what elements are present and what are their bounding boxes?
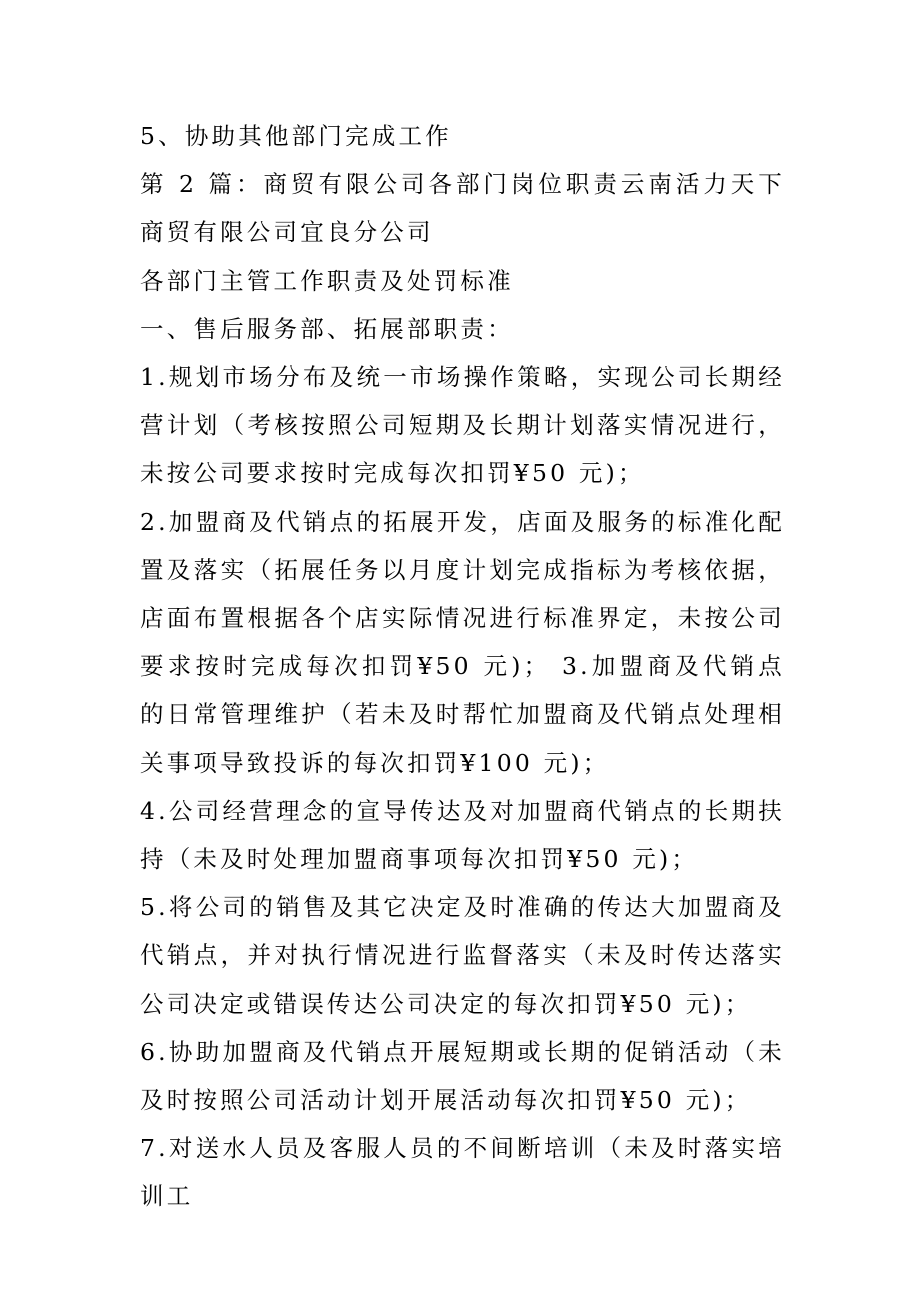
paragraph-duty-5: 5.将公司的销售及其它决定及时准确的传达大加盟商及代销点，并对执行情况进行监督落实（未及时传达落实公司决定或错误传达公司决定的每次扣罚¥50 元)； [140,893,785,1018]
paragraph-section-heading: 各部门主管工作职责及处罚标准 [140,266,514,295]
paragraph-duty-1: 1.规划市场分布及统一市场操作策略，实现公司长期经营计划（考核按照公司短期及长期计划落实情况进行，未按公司要求按时完成每次扣罚¥50 元)； [140,363,785,488]
paragraph-duty-6: 6.协助加盟商及代销点开展短期或长期的促销活动（未及时按照公司活动计划开展活动每次扣罚¥50 元)； [140,1037,785,1115]
paragraph-department-heading: 一、售后服务部、拓展部职责： [140,314,514,343]
paragraph-duty-7: 7.对送水人员及客服人员的不间断培训（未及时落实培训工 [140,1134,785,1211]
paragraph-duty-2-3: 2.加盟商及代销点的拓展开发，店面及服务的标准化配置及落实（拓展任务以月度计划完成指标为考核依据，店面布置根据各个店实际情况进行标准界定，未按公司要求按时完成每次扣罚¥50 元)； 3.加盟商及代销点的日常管理维护（若未及时帮忙加盟商及代销点处理相关事项导致投诉的每次扣罚¥100 元)； [140,507,785,777]
paragraph-article-title: 第 2 篇：商贸有限公司各部门岗位职责云南活力天下商贸有限公司宜良分公司 [140,170,785,247]
paragraph-item-assist-departments: 5、协助其他部门完成工作 [140,122,452,150]
paragraph-duty-4: 4.公司经营理念的宣导传达及对加盟商代销点的长期扶持（未及时处理加盟商事项每次扣罚¥50 元)； [140,796,785,874]
document-body [140,112,785,1221]
